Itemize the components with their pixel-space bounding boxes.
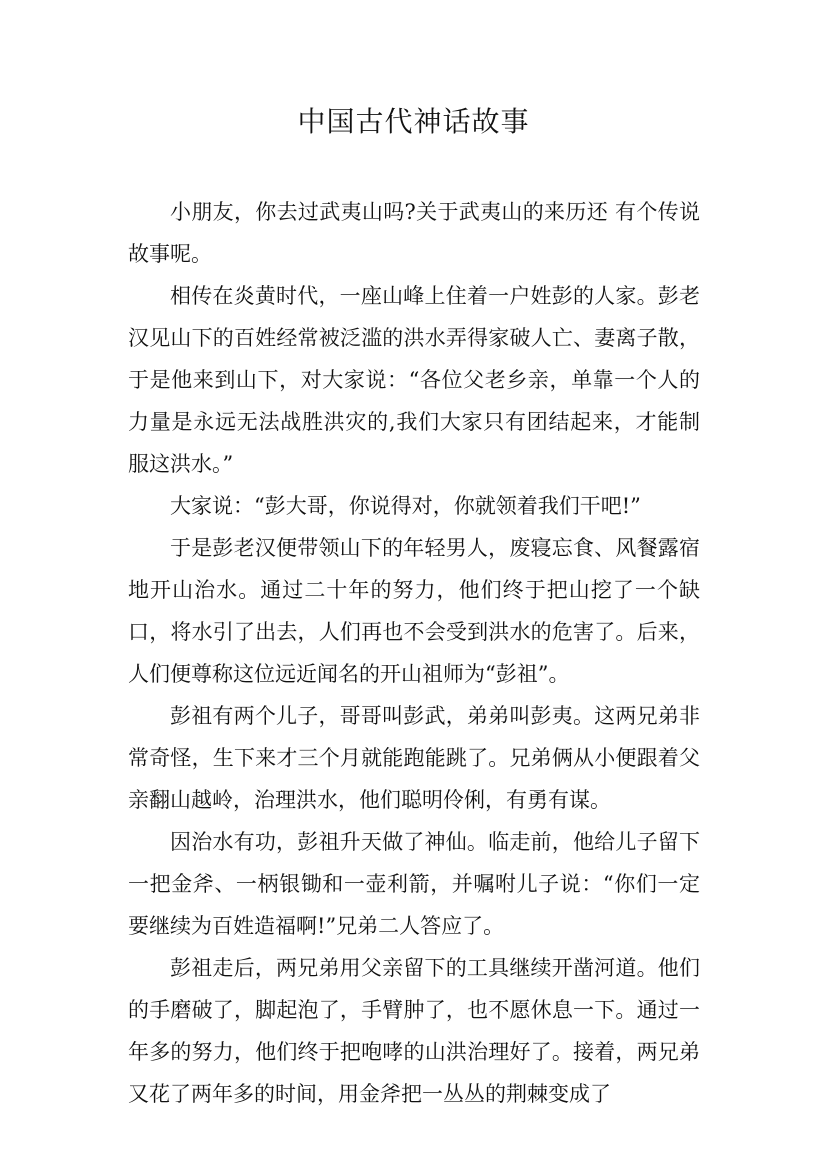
paragraph-7: 彭祖走后，两兄弟用父亲留下的工具继续开凿河道。他们的手磨破了，脚起泡了，手臂肿了，也不愿休息一下。通过一年多的努力，他们终于把咆哮的山洪治理好了。接着，两兄弟又花了两年多的时间，用金斧把一丛丛的荆棘变成了 bbox=[128, 956, 700, 1106]
document-title: 中国古代神话故事 bbox=[297, 105, 530, 138]
paragraph-6: 因治水有功，彭祖升天做了神仙。临走前，他给儿子留下一把金斧、一柄银锄和一壶利箭，并嘱咐儿子说：“你们一定要继续为百姓造福啊!”兄弟二人答应了。 bbox=[128, 830, 700, 938]
paragraph-4: 于是彭老汉便带领山下的年轻男人，废寝忘食、风餐露宿地开山治水。通过二十年的努力，他们终于把山挖了一个缺口，将水引了出去，人们再也不会受到洪水的危害了。后来，人们便尊称这位远近闻名的开山祖师为“彭祖”。 bbox=[128, 536, 700, 686]
paragraph-3: 大家说：“彭大哥，你说得对，你就领着我们干吧!” bbox=[170, 494, 641, 518]
paragraph-1: 小朋友，你去过武夷山吗?关于武夷山的来历还 有个传说故事呢。 bbox=[128, 200, 700, 266]
paragraph-2: 相传在炎黄时代，一座山峰上住着一户姓彭的人家。彭老汉见山下的百姓经常被泛滥的洪水弄得家破人亡、妻离子散，于是他来到山下，对大家说：“各位父老乡亲，单靠一个人的力量是永远无法战胜洪灾的,我们大家只有团结起来，才能制服这洪水。” bbox=[128, 284, 700, 476]
paragraph-5: 彭祖有两个儿子，哥哥叫彭武，弟弟叫彭夷。这两兄弟非常奇怪，生下来才三个月就能跑能跳了。兄弟俩从小便跟着父亲翻山越岭，治理洪水，他们聪明伶俐，有勇有谋。 bbox=[128, 704, 700, 812]
document-body bbox=[128, 191, 700, 1115]
